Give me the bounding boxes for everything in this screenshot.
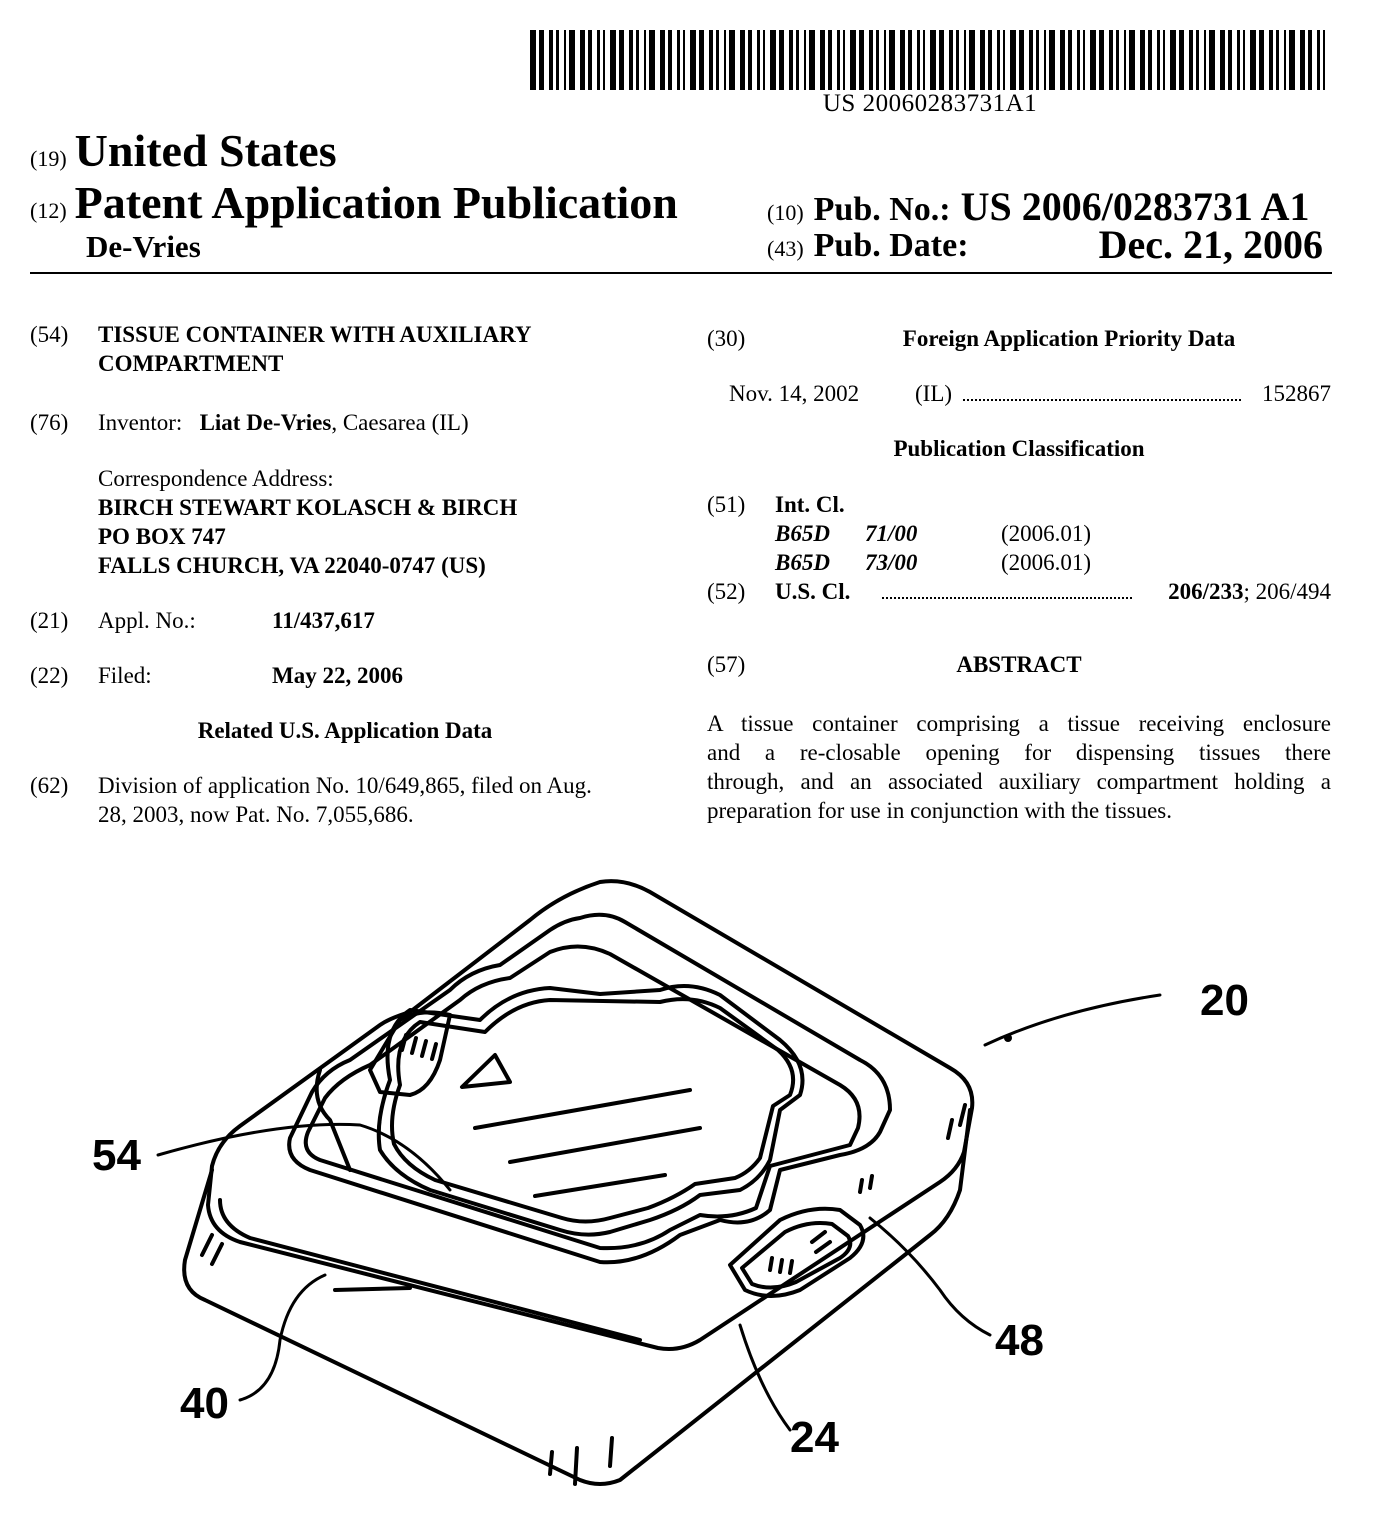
barcode-bar: [748, 30, 752, 90]
barcode-bar: [580, 30, 585, 90]
lid-line: [475, 1090, 690, 1128]
int-cl-row: [775, 548, 1092, 577]
correspondence-line-1: BIRCH STEWART KOLASCH & BIRCH: [98, 495, 518, 520]
barcode-bar: [969, 30, 975, 90]
compartment-ridge: [780, 1260, 782, 1272]
barcode-bar: [588, 30, 592, 90]
barcode-bar: [900, 30, 905, 90]
barcode-bar: [869, 30, 873, 90]
barcode-bar: [949, 30, 953, 90]
barcode-bar: [724, 30, 726, 90]
left-compartment-line: [335, 1288, 410, 1290]
compartment-ridge: [812, 1232, 825, 1242]
barcode-bar: [997, 30, 1000, 90]
left-compartment-edge: [317, 1070, 350, 1170]
dot-leader: [882, 581, 1132, 599]
inventor-location: , Caesarea (IL): [331, 410, 469, 435]
publication-date-label: Pub. Date:: [813, 227, 969, 264]
header-inventor-surname: De-Vries: [86, 229, 201, 264]
barcode-bar: [1003, 30, 1005, 90]
barcode-bar: [1099, 30, 1104, 90]
barcode-bar: [908, 30, 912, 90]
barcode-bar: [740, 30, 745, 90]
grip-ridge: [402, 1035, 406, 1050]
barcode-bar: [539, 30, 544, 90]
barcode-bar: [956, 30, 959, 90]
barcode-bar: [1323, 30, 1325, 90]
title-code: (54): [30, 322, 69, 347]
barcode-bar: [619, 30, 624, 90]
barcode-bar: [884, 30, 886, 90]
barcode-bar: [770, 30, 776, 90]
int-cl-group: 71/00: [865, 521, 918, 546]
abstract-line: A tissue container comprising a tissue receiving enclosure: [707, 711, 1331, 736]
barcode-bar: [789, 30, 793, 90]
side-mark: [575, 1448, 577, 1484]
int-cl-group: 73/00: [865, 550, 918, 575]
side-mark: [202, 1235, 212, 1255]
barcode-bar: [980, 30, 985, 90]
reference-label-54: 54: [92, 1131, 141, 1180]
barcode-bar: [1209, 30, 1215, 90]
int-cl-label: Int. Cl.: [775, 492, 845, 517]
barcode-bar: [1170, 30, 1176, 90]
publication-type: Patent Application Publication: [74, 177, 678, 228]
barcode-bar: [1044, 30, 1046, 90]
barcode-bar: [716, 30, 719, 90]
barcode-bar: [809, 30, 815, 90]
barcode-bar: [644, 30, 646, 90]
barcode-bar: [828, 30, 832, 90]
barcode-bar: [677, 30, 680, 90]
filed-code: (22): [30, 663, 69, 688]
barcode-bar: [636, 30, 639, 90]
reference-label-40: 40: [180, 1379, 229, 1428]
lid-line: [535, 1175, 665, 1196]
barcode-bar: [988, 30, 992, 90]
barcode-bar: [1220, 30, 1225, 90]
country-code: (19): [30, 146, 67, 171]
right-column: [707, 324, 1331, 844]
header-rule: [30, 272, 1332, 274]
int-cl-class: B65D: [775, 521, 830, 546]
barcode-bar: [889, 30, 895, 90]
barcode-bar: [930, 30, 936, 90]
barcode-bar: [569, 30, 575, 90]
barcode-bar: [1243, 30, 1245, 90]
us-cl-label: U.S. Cl.: [775, 579, 851, 604]
barcode-bar: [804, 30, 806, 90]
us-cl-values: [1168, 577, 1331, 606]
barcode-bar: [1250, 30, 1256, 90]
barcode-bar: [683, 30, 685, 90]
side-mark: [550, 1452, 552, 1474]
barcode-bar: [1196, 30, 1199, 90]
country-name: United States: [74, 125, 337, 176]
publication-date: Dec. 21, 2006: [1098, 222, 1323, 267]
barcode-bar: [1077, 30, 1080, 90]
title-line-1: TISSUE CONTAINER WITH AUXILIARY: [98, 322, 532, 347]
compartment-ridge: [816, 1242, 830, 1252]
title-line-2: COMPARTMENT: [98, 351, 284, 376]
foreign-priority-country: (IL): [915, 381, 953, 406]
barcode-bar: [1019, 30, 1024, 90]
inventor-label: Inventor:: [98, 410, 183, 435]
leader-dot-20: [1004, 1034, 1012, 1042]
side-mark: [960, 1105, 965, 1125]
barcode-bar: [1083, 30, 1085, 90]
barcode-bar: [1276, 30, 1279, 90]
application-number-label: Appl. No.:: [98, 608, 196, 633]
publication-date-line: [767, 222, 1331, 267]
barcode-bar: [556, 30, 559, 90]
barcode-bar: [1148, 30, 1152, 90]
dot-leader: [963, 383, 1241, 401]
foreign-priority-code: (30): [707, 326, 746, 351]
division-code: (62): [30, 773, 69, 798]
country-line: [30, 124, 337, 177]
leader-line-54: [158, 1124, 450, 1190]
us-cl-secondary: ; 206/494: [1243, 579, 1331, 604]
correspondence-line-2: PO BOX 747: [98, 524, 226, 549]
barcode-bar: [668, 30, 672, 90]
foreign-priority-number: 152867: [1262, 381, 1331, 406]
barcode-bar: [690, 30, 696, 90]
barcode-bar: [1068, 30, 1072, 90]
barcode-bar: [796, 30, 799, 90]
barcode-bar: [850, 30, 856, 90]
publication-number-code: (10): [767, 200, 804, 225]
barcode-bar: [939, 30, 944, 90]
barcode-bar: [564, 30, 566, 90]
compartment-ridge: [790, 1261, 792, 1273]
inventor-code: (76): [30, 410, 69, 435]
barcode-bar: [610, 30, 616, 90]
barcode-bar: [1124, 30, 1126, 90]
barcode-bar: [603, 30, 605, 90]
int-cl-class: B65D: [775, 550, 830, 575]
barcode-bar: [1163, 30, 1165, 90]
barcode-bar: [1179, 30, 1184, 90]
barcode-bar: [1289, 30, 1295, 90]
publication-type-line: [30, 176, 678, 229]
us-cl-primary: 206/233: [1168, 579, 1244, 604]
application-number: 11/437,617: [272, 608, 375, 633]
foreign-priority-date: Nov. 14, 2002: [729, 381, 860, 406]
barcode-bar: [837, 30, 840, 90]
grip-ridge: [412, 1038, 416, 1053]
barcode-bar: [549, 30, 553, 90]
side-mark: [610, 1438, 612, 1466]
compartment-ridge: [770, 1258, 772, 1270]
barcode-bar: [923, 30, 925, 90]
inventor-name: Liat De-Vries: [199, 410, 332, 435]
reference-label-48: 48: [995, 1316, 1044, 1365]
related-data-heading: Related U.S. Application Data: [197, 718, 493, 743]
abstract-heading: ABSTRACT: [956, 652, 1082, 677]
barcode-bar: [1036, 30, 1039, 90]
barcode-bar: [779, 30, 784, 90]
abstract-text: [707, 709, 1331, 825]
barcode-bar: [1284, 30, 1286, 90]
int-cl-code: (51): [707, 492, 746, 517]
barcode: [530, 30, 1330, 90]
grip-ridge: [432, 1044, 436, 1059]
classification-heading: Publication Classification: [893, 436, 1145, 461]
barcode-bar: [1049, 30, 1055, 90]
barcode-bar: [757, 30, 760, 90]
side-mark: [860, 1180, 862, 1192]
barcode-number: US 20060283731A1: [822, 90, 1038, 117]
barcode-bar: [1029, 30, 1033, 90]
barcode-bar: [1204, 30, 1206, 90]
abstract-line: preparation for use in conjunction with the tissues.: [707, 798, 1173, 823]
barcode-bar: [699, 30, 704, 90]
barcode-bar: [1109, 30, 1113, 90]
barcode-bar: [1140, 30, 1145, 90]
barcode-bar: [859, 30, 864, 90]
publication-date-code: (43): [767, 236, 804, 261]
barcode-bar: [1116, 30, 1119, 90]
division-line-2: 28, 2003, now Pat. No. 7,055,686.: [98, 802, 414, 827]
barcode-bar: [1157, 30, 1160, 90]
lid-triangle-mark: [462, 1055, 510, 1087]
barcode-bar: [729, 30, 735, 90]
barcode-bar: [1010, 30, 1016, 90]
barcode-bar: [1259, 30, 1264, 90]
int-cl-version: (2006.01): [1001, 521, 1092, 546]
int-cl-row: [775, 519, 1092, 548]
barcode-bar: [660, 30, 665, 90]
barcode-bar: [649, 30, 655, 90]
barcode-bar: [1090, 30, 1096, 90]
abstract-code: (57): [707, 652, 746, 677]
barcode-bar: [1300, 30, 1305, 90]
barcode-bar: [709, 30, 713, 90]
tissue-container-drawing: [80, 870, 1310, 1510]
barcode-bar: [820, 30, 825, 90]
lid-line: [510, 1128, 700, 1162]
barcode-bar: [629, 30, 633, 90]
barcode-bar: [964, 30, 966, 90]
barcode-bar: [1228, 30, 1232, 90]
barcode-bar: [1308, 30, 1312, 90]
barcode-bar: [1189, 30, 1193, 90]
barcode-bar: [876, 30, 879, 90]
application-number-code: (21): [30, 608, 69, 633]
side-mark: [948, 1120, 952, 1138]
publication-number-label: Pub. No.:: [813, 191, 951, 228]
barcode-bar: [917, 30, 920, 90]
barcode-bar: [1317, 30, 1320, 90]
foreign-priority-heading: Foreign Application Priority Data: [902, 326, 1236, 351]
filed-label: Filed:: [98, 663, 152, 688]
filed-date: May 22, 2006: [272, 663, 403, 688]
side-mark: [212, 1244, 222, 1264]
abstract-line: through, and an associated auxiliary compartment holding a: [707, 769, 1331, 794]
us-cl-code: (52): [707, 579, 746, 604]
reference-label-20: 20: [1200, 976, 1249, 1025]
correspondence-line-3: FALLS CHURCH, VA 22040-0747 (US): [98, 553, 486, 578]
correspondence-label: Correspondence Address:: [98, 466, 334, 491]
int-cl-version: (2006.01): [1001, 550, 1092, 575]
barcode-bar: [1129, 30, 1135, 90]
barcode-bar: [1060, 30, 1065, 90]
publication-number: US 2006/0283731 A1: [960, 184, 1310, 229]
barcode-bar: [597, 30, 600, 90]
reference-label-24: 24: [790, 1413, 839, 1462]
barcode-bar: [763, 30, 765, 90]
barcode-bar: [530, 30, 536, 90]
barcode-bar: [1269, 30, 1273, 90]
division-line-1: Division of application No. 10/649,865, filed on Aug.: [98, 773, 592, 798]
side-mark: [870, 1176, 872, 1188]
publication-type-code: (12): [30, 198, 67, 223]
grip-ridge: [422, 1041, 426, 1056]
barcode-bar: [843, 30, 845, 90]
barcode-bar: [1237, 30, 1240, 90]
abstract-line: and a re-closable opening for dispensing tissues there: [707, 740, 1331, 765]
left-column: [30, 320, 660, 840]
